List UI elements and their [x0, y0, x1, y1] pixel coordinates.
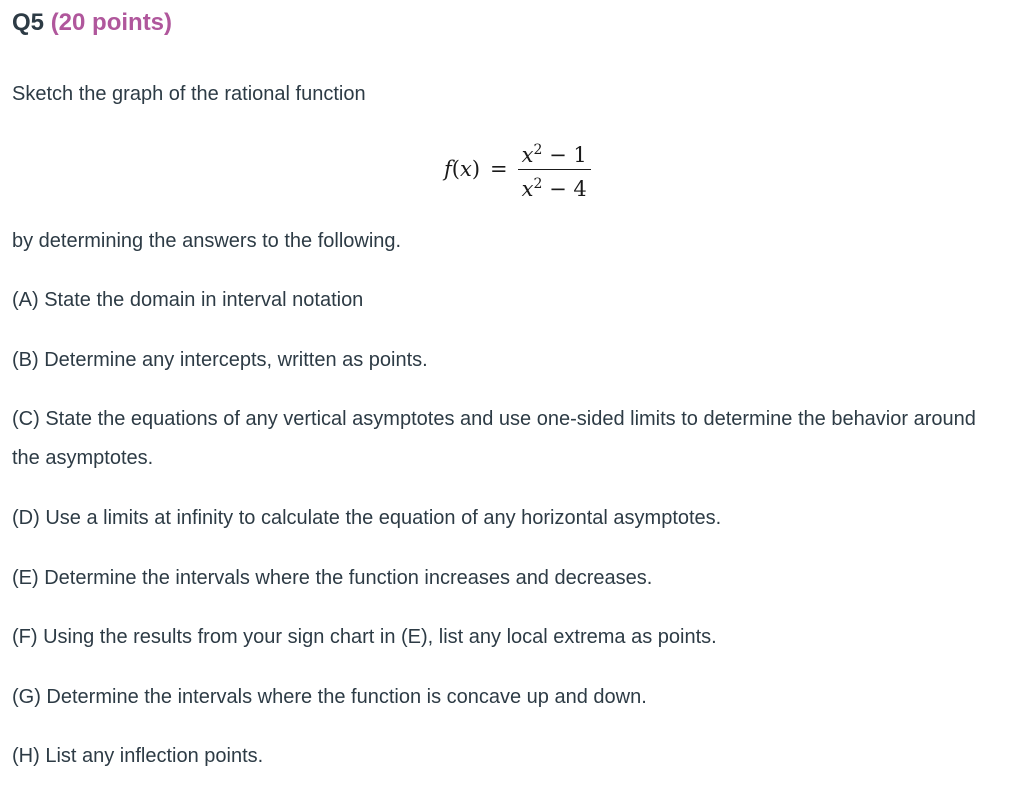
part-h: (H) List any inflection points.	[12, 745, 264, 767]
part-g: (G) Determine the intervals where the function is concave up and down.	[12, 686, 647, 708]
denominator	[518, 170, 591, 203]
formula-lhs: f(x)	[444, 157, 481, 181]
denominator-exponent: 2	[533, 175, 543, 192]
part-e: (E) Determine the intervals where the function increases and decreases.	[12, 567, 653, 589]
question-points: (20 points)	[50, 9, 173, 36]
part-d: (D) Use a limits at infinity to calculate the equation of any horizontal asymptotes.	[12, 507, 722, 529]
part-c: (C) State the equations of any vertical asymptotes and use one-sided limits to determine the behavior around the asymptotes.	[12, 408, 976, 469]
denominator-variable: x	[521, 176, 534, 201]
denominator-constant: − 4	[542, 176, 587, 201]
fraction	[518, 136, 591, 203]
question-header	[12, 8, 172, 38]
question-number: Q5	[12, 9, 45, 36]
intro-text: Sketch the graph of the rational function	[12, 83, 366, 105]
numerator-constant: − 1	[542, 142, 587, 167]
part-f: (F) Using the results from your sign chart in (E), list any local extrema as points.	[12, 626, 717, 648]
part-a: (A) State the domain in interval notation	[12, 289, 364, 311]
part-b: (B) Determine any intercepts, written as points.	[12, 349, 428, 371]
function-variable: x	[459, 157, 472, 181]
instruction-text: by determining the answers to the following.	[12, 230, 402, 252]
numerator-variable: x	[521, 142, 534, 167]
numerator-exponent: 2	[533, 141, 543, 158]
numerator	[518, 136, 591, 170]
rational-function-formula	[444, 136, 591, 202]
function-name: f	[444, 157, 452, 181]
equals-sign: =	[490, 157, 508, 181]
